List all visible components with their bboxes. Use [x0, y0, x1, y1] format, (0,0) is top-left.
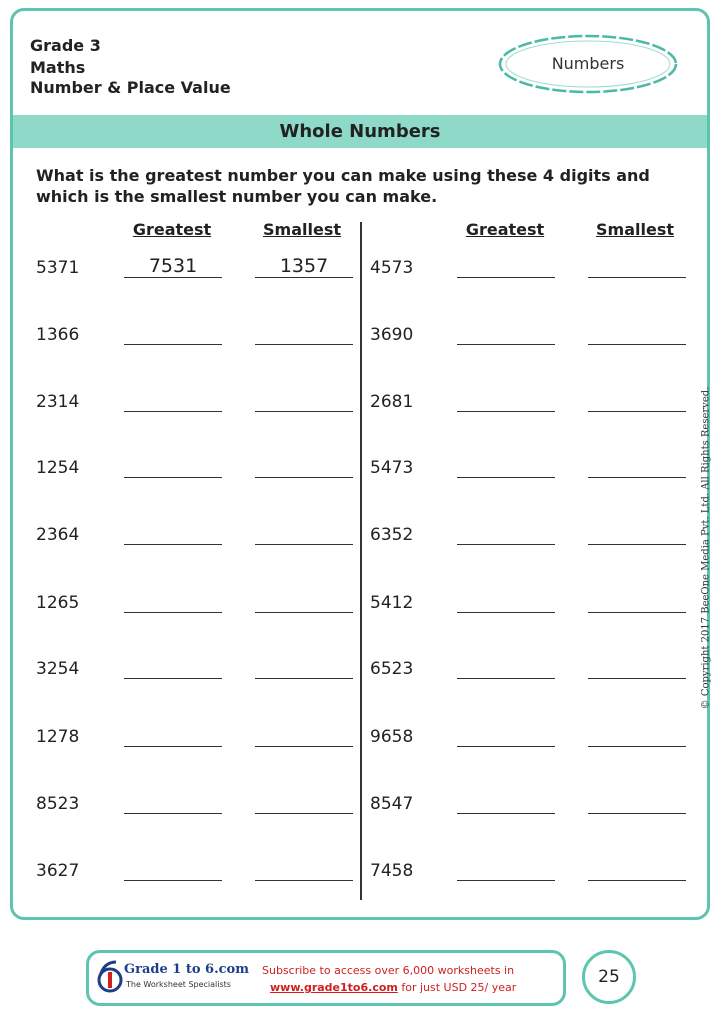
left-number-6: 1265: [36, 593, 80, 613]
left-greatest-blank-6[interactable]: [124, 612, 222, 613]
left-number-1: 5371: [36, 258, 80, 278]
left-greatest-blank-1[interactable]: [124, 277, 222, 278]
left-greatest-header: Greatest: [132, 220, 212, 239]
left-greatest-blank-3[interactable]: [124, 411, 222, 412]
right-smallest-blank-7[interactable]: [588, 678, 686, 679]
subject-label: Maths: [30, 58, 86, 77]
instructions: What is the greatest number you can make using these 4 digits and which is the smallest number you can make.: [36, 166, 650, 206]
right-smallest-blank-3[interactable]: [588, 411, 686, 412]
left-number-3: 2314: [36, 392, 80, 412]
topic-badge: Numbers: [551, 53, 625, 73]
left-smallest-blank-7[interactable]: [255, 678, 353, 679]
page-title: Whole Numbers: [13, 115, 707, 148]
left-number-4: 1254: [36, 458, 80, 478]
right-number-3: 2681: [370, 392, 414, 412]
right-greatest-blank-5[interactable]: [457, 544, 555, 545]
right-smallest-blank-1[interactable]: [588, 277, 686, 278]
right-number-2: 3690: [370, 325, 414, 345]
left-smallest-header: Smallest: [263, 220, 341, 239]
right-greatest-blank-2[interactable]: [457, 344, 555, 345]
left-number-7: 3254: [36, 659, 80, 679]
subscribe-text: Subscribe to access over 6,000 worksheets in: [262, 964, 515, 977]
left-smallest-blank-5[interactable]: [255, 544, 353, 545]
right-smallest-blank-4[interactable]: [588, 477, 686, 478]
left-smallest-blank-9[interactable]: [255, 813, 353, 814]
left-greatest-blank-8[interactable]: [124, 746, 222, 747]
footer-brand: Grade 1 to 6.com: [124, 962, 249, 977]
right-greatest-header: Greatest: [465, 220, 545, 239]
right-greatest-blank-9[interactable]: [457, 813, 555, 814]
right-smallest-blank-9[interactable]: [588, 813, 686, 814]
topic-label: Number & Place Value: [30, 78, 231, 97]
left-number-8: 1278: [36, 727, 80, 747]
right-number-6: 5412: [370, 593, 414, 613]
right-number-8: 9658: [370, 727, 414, 747]
left-smallest-blank-2[interactable]: [255, 344, 353, 345]
right-smallest-blank-2[interactable]: [588, 344, 686, 345]
right-smallest-blank-6[interactable]: [588, 612, 686, 613]
left-smallest-blank-4[interactable]: [255, 477, 353, 478]
left-greatest-blank-5[interactable]: [124, 544, 222, 545]
right-smallest-blank-5[interactable]: [588, 544, 686, 545]
grade1to6-logo-icon: [96, 958, 124, 998]
example-smallest-answer: 1357: [279, 255, 329, 277]
left-smallest-blank-6[interactable]: [255, 612, 353, 613]
left-smallest-blank-3[interactable]: [255, 411, 353, 412]
right-smallest-blank-10[interactable]: [588, 880, 686, 881]
right-number-5: 6352: [370, 525, 414, 545]
page-number: 25: [582, 950, 636, 1004]
column-divider: [360, 222, 362, 900]
left-smallest-blank-1[interactable]: [255, 277, 353, 278]
left-smallest-blank-10[interactable]: [255, 880, 353, 881]
copyright-notice: © Copyright 2017 BeeOne Media Pvt. Ltd. All Rights Reserved.: [700, 386, 712, 710]
left-smallest-blank-8[interactable]: [255, 746, 353, 747]
subscribe-price: for just USD 25/ year: [401, 981, 517, 994]
right-smallest-header: Smallest: [596, 220, 674, 239]
left-greatest-blank-2[interactable]: [124, 344, 222, 345]
right-greatest-blank-6[interactable]: [457, 612, 555, 613]
right-greatest-blank-1[interactable]: [457, 277, 555, 278]
right-greatest-blank-7[interactable]: [457, 678, 555, 679]
left-greatest-blank-7[interactable]: [124, 678, 222, 679]
left-number-9: 8523: [36, 794, 80, 814]
left-greatest-blank-9[interactable]: [124, 813, 222, 814]
right-greatest-blank-4[interactable]: [457, 477, 555, 478]
left-number-5: 2364: [36, 525, 80, 545]
right-greatest-blank-10[interactable]: [457, 880, 555, 881]
right-greatest-blank-3[interactable]: [457, 411, 555, 412]
example-greatest-answer: 7531: [148, 255, 198, 277]
footer-tagline: The Worksheet Specialists: [126, 980, 231, 989]
right-smallest-blank-8[interactable]: [588, 746, 686, 747]
right-number-9: 8547: [370, 794, 414, 814]
subscribe-link[interactable]: www.grade1to6.com: [270, 981, 398, 994]
grade-label: Grade 3: [30, 36, 101, 55]
right-number-7: 6523: [370, 659, 414, 679]
left-greatest-blank-4[interactable]: [124, 477, 222, 478]
subscribe-line-2: [270, 981, 516, 994]
left-greatest-blank-10[interactable]: [124, 880, 222, 881]
right-number-10: 7458: [370, 861, 414, 881]
right-number-1: 4573: [370, 258, 414, 278]
left-number-10: 3627: [36, 861, 80, 881]
footer-banner: [86, 950, 566, 1006]
right-greatest-blank-8[interactable]: [457, 746, 555, 747]
right-number-4: 5473: [370, 458, 414, 478]
left-number-2: 1366: [36, 325, 80, 345]
